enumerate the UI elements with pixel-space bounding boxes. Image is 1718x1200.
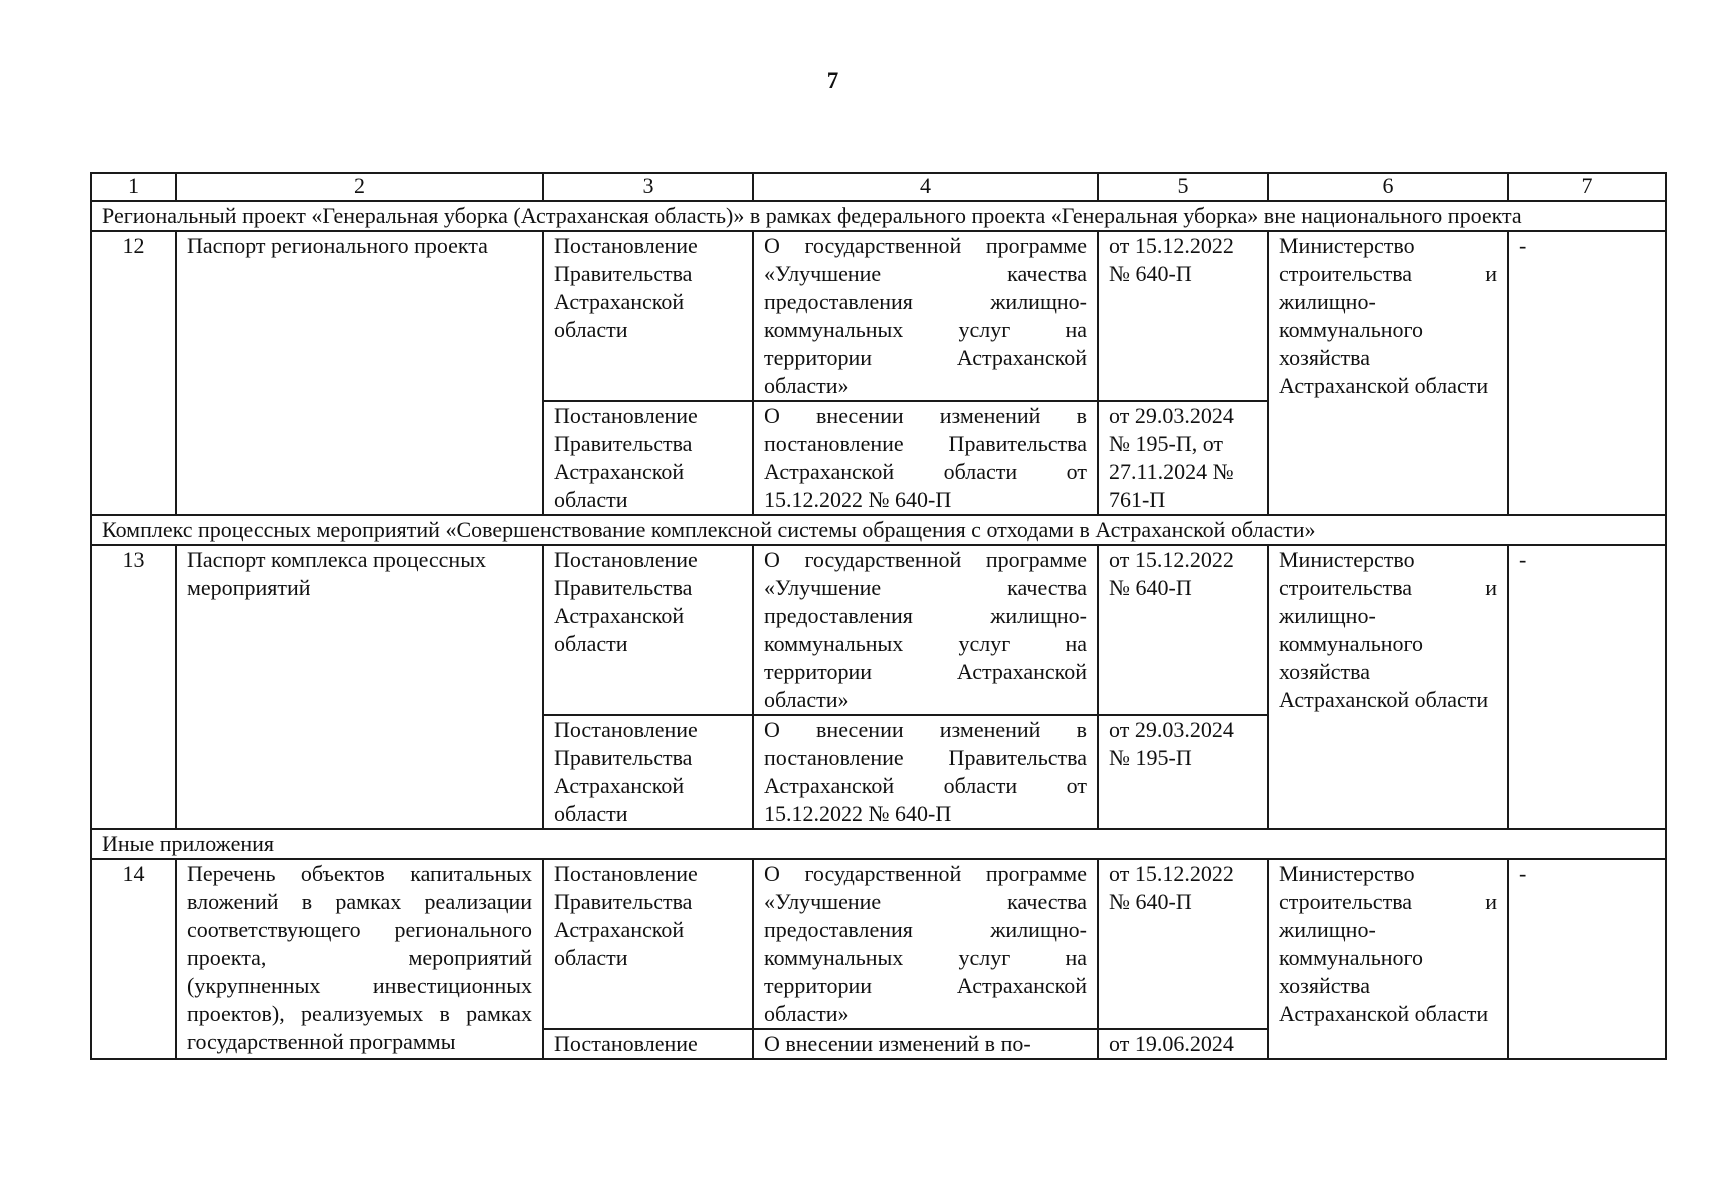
section-header-row [91,201,1666,231]
section-header-row [91,515,1666,545]
section-header-row [91,829,1666,859]
section-title: Иные приложения [91,829,1666,859]
act-date-text: от 19.06.2024 [1109,1031,1234,1056]
executor: Министерство строительства и жилищно-коммунального хозяйства Астраханской области [1268,545,1508,829]
executor: Министерство строительства и жилищно-коммунального хозяйства Астраханской области [1268,859,1508,1059]
act-date [1098,1029,1268,1059]
act-title: О государственной программе «Улучшение качества предоставления жилищно-коммунальных услуг на территории Астраханской области» [753,545,1098,715]
document-name: Паспорт регионального проекта [176,231,543,515]
act-date: от 29.03.2024 № 195-П, от 27.11.2024 № 761-П [1098,401,1268,515]
row-number: 14 [91,859,176,1059]
document-name [176,859,543,1059]
note: - [1508,545,1666,829]
act-type: Постановление Правительства Астраханской области [543,545,753,715]
executor: Министерство строительства и жилищно-коммунального хозяйства Астраханской области [1268,231,1508,515]
act-type-text: Постановление [554,1031,698,1056]
column-number: 3 [543,173,753,201]
act-date: от 15.12.2022 № 640-П [1098,859,1268,1029]
table-row [91,231,1666,401]
act-title-text: О внесении изменений в по- [764,1031,1031,1056]
note: - [1508,859,1666,1059]
column-number: 1 [91,173,176,201]
documents-table [90,172,1667,1060]
act-type: Постановление Правительства Астраханской области [543,401,753,515]
column-number: 4 [753,173,1098,201]
act-title [753,1029,1098,1059]
column-number: 6 [1268,173,1508,201]
act-date: от 15.12.2022 № 640-П [1098,545,1268,715]
act-date: от 15.12.2022 № 640-П [1098,231,1268,401]
row-number: 13 [91,545,176,829]
column-number: 2 [176,173,543,201]
table-row [91,859,1666,1029]
document-name: Паспорт комплекса процессных мероприятий [176,545,543,829]
row-number: 12 [91,231,176,515]
document-name-text: Перечень объектов капитальных вложений в рамках реализации соответствующего регионального проекта, мероприятий (укрупненных инвестиционных проектов), реализуемых в рамках государственной программы [187,861,532,1054]
act-title: О государственной программе «Улучшение качества предоставления жилищно-коммунальных услуг на территории Астраханской области» [753,231,1098,401]
act-type [543,1029,753,1059]
act-title: О внесении изменений в постановление Правительства Астраханской области от 15.12.2022 № 640-П [753,715,1098,829]
section-title: Комплекс процессных мероприятий «Совершенствование комплексной системы обращения с отходами в Астраханской области» [91,515,1666,545]
page-number: 7 [826,68,839,93]
act-date: от 29.03.2024 № 195-П [1098,715,1268,829]
act-title: О внесении изменений в постановление Правительства Астраханской области от 15.12.2022 № 640-П [753,401,1098,515]
act-title: О государственной программе «Улучшение качества предоставления жилищно-коммунальных услуг на территории Астраханской области» [753,859,1098,1029]
act-type: Постановление Правительства Астраханской области [543,715,753,829]
column-number: 7 [1508,173,1666,201]
table-row [91,545,1666,715]
note: - [1508,231,1666,515]
column-numbers-row [91,173,1666,201]
act-type: Постановление Правительства Астраханской области [543,859,753,1029]
section-title: Региональный проект «Генеральная уборка (Астраханская область)» в рамках федерального проекта «Генеральная уборка» вне национального проекта [91,201,1666,231]
act-type: Постановление Правительства Астраханской области [543,231,753,401]
column-number: 5 [1098,173,1268,201]
